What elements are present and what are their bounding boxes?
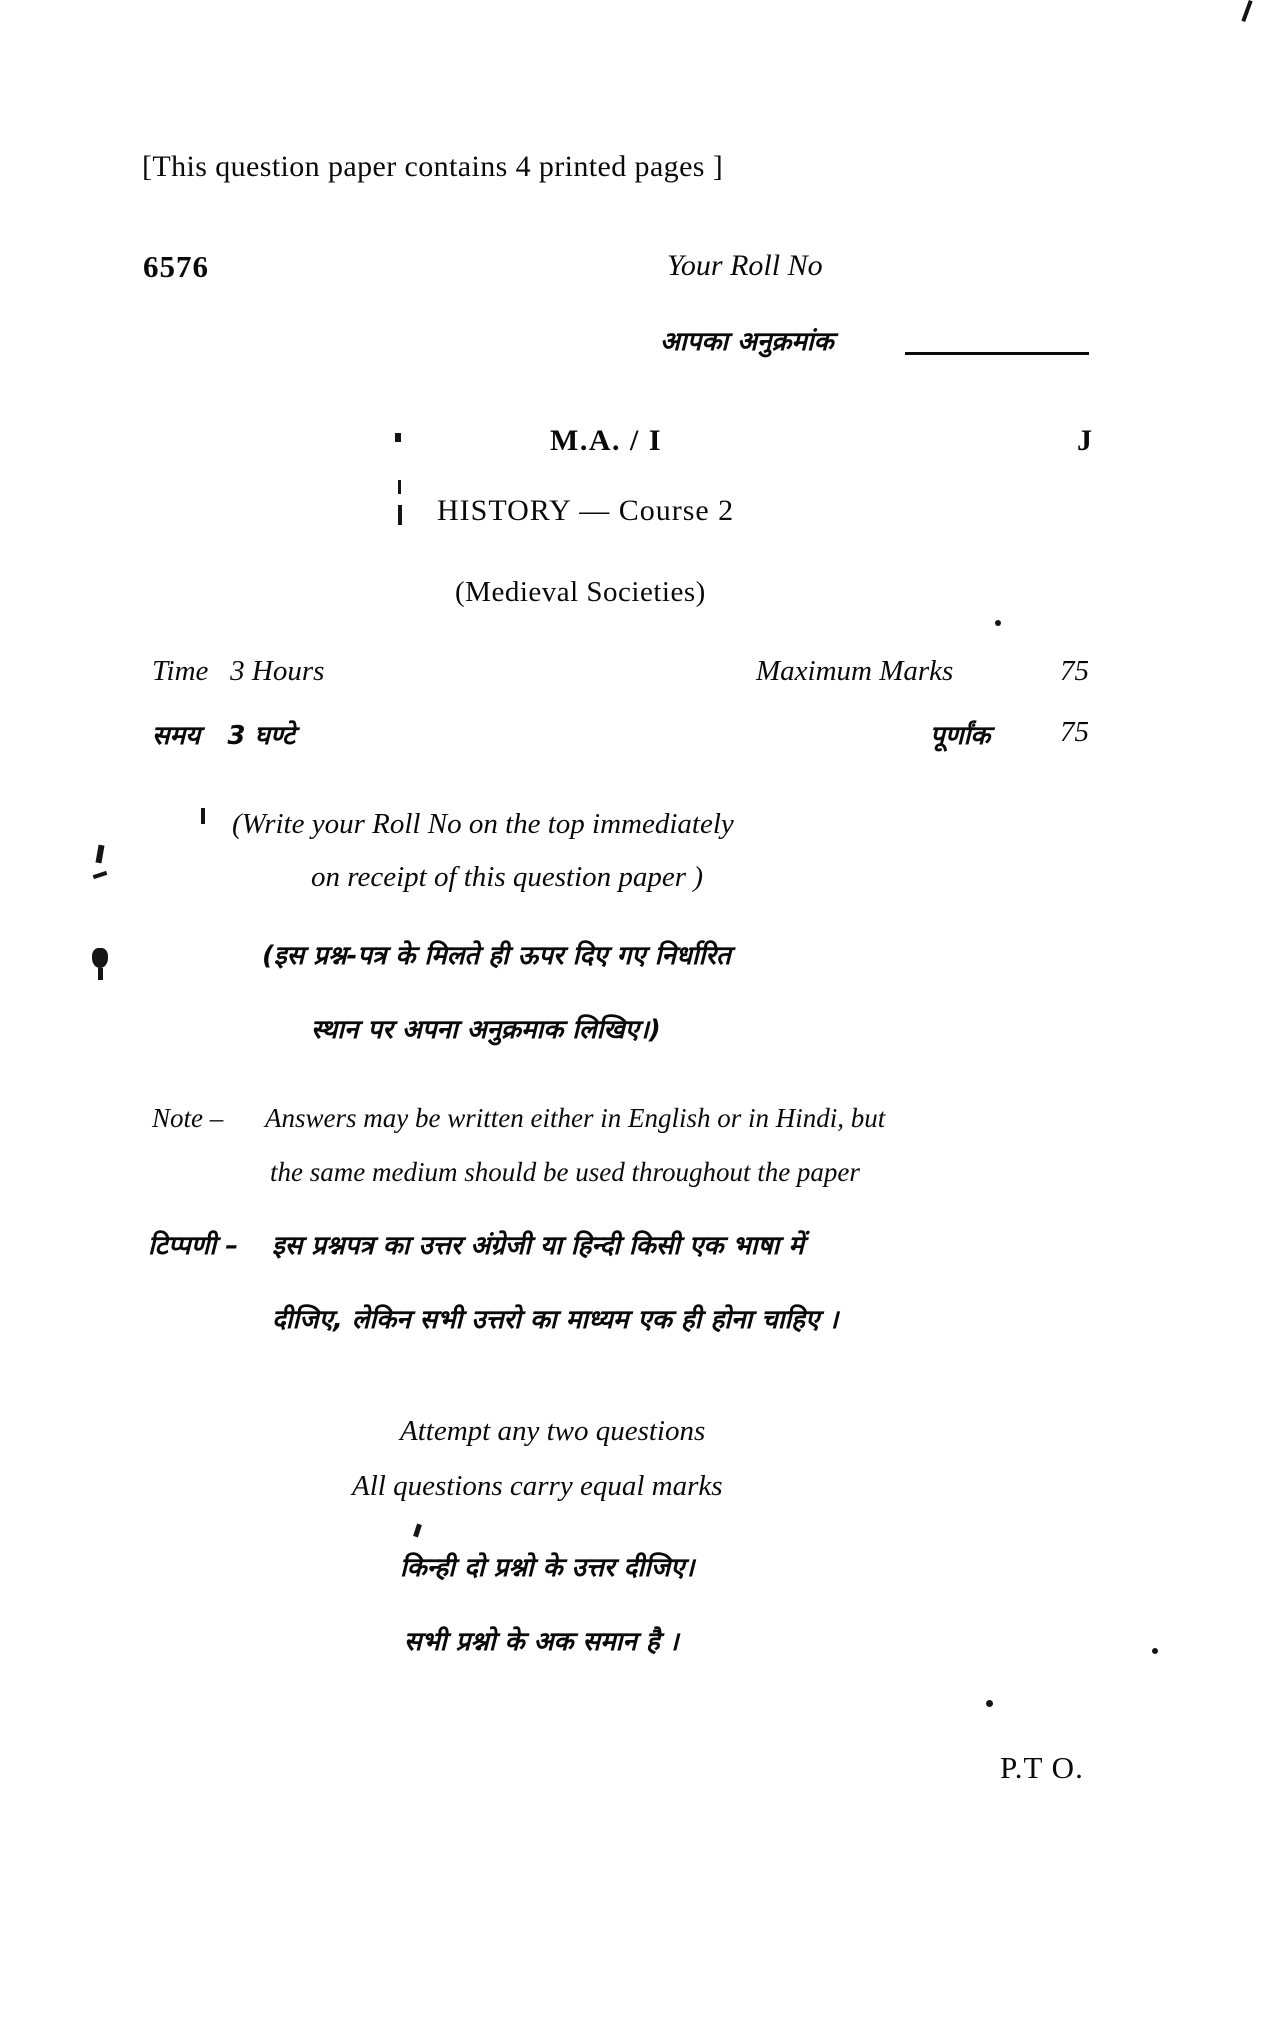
paper-code: 6576 bbox=[143, 249, 209, 284]
roll-instruction-hindi-line2: स्थान पर अपना अनुक्रमाक लिखिए।) bbox=[311, 1015, 661, 1045]
time-hindi bbox=[152, 716, 295, 752]
roll-instruction-english-line2: on receipt of this question paper ) bbox=[311, 861, 703, 893]
maximum-marks-label-hindi: पूर्णांक bbox=[930, 721, 991, 751]
scan-artifact-margin-scribble bbox=[98, 968, 103, 980]
note-english-line1: Answers may be written either in English or in Hindi, but bbox=[265, 1103, 886, 1133]
note-label-hindi: टिप्पणी – bbox=[148, 1231, 239, 1261]
scan-artifact-margin-mark bbox=[398, 505, 402, 525]
note-hindi-line1: इस प्रश्नपत्र का उत्तर अंग्रेजी या हिन्दी किसी एक भाषा में bbox=[272, 1231, 804, 1261]
note-hindi-line2: दीजिए, लेकिन सभी उत्तरो का माध्यम एक ही होना चाहिए । bbox=[272, 1305, 839, 1335]
page-turn-footer: P.T O. bbox=[1000, 1750, 1084, 1785]
roll-instruction-hindi-line1: (इस प्रश्न-पत्र के मिलते ही ऊपर दिए गए निर्धारित bbox=[262, 941, 731, 971]
printed-pages-note: [This question paper contains 4 printed pages ] bbox=[142, 150, 724, 183]
scan-artifact-speck bbox=[986, 1700, 993, 1707]
time-english bbox=[152, 655, 324, 688]
time-label-english: Time bbox=[152, 655, 209, 687]
scan-artifact-margin-scribble bbox=[92, 948, 108, 968]
roll-number-blank-line[interactable] bbox=[905, 352, 1089, 355]
course-subtitle: (Medieval Societies) bbox=[455, 576, 706, 608]
scan-artifact-margin-mark bbox=[395, 433, 401, 442]
course-name: HISTORY — Course 2 bbox=[437, 494, 735, 527]
roll-number-label-hindi: आपका अनुक्रमांक bbox=[660, 327, 834, 357]
maximum-marks-value-english: 75 bbox=[1060, 655, 1089, 687]
scan-artifact-margin-scribble bbox=[95, 845, 104, 864]
attempt-instruction-hindi-line1: किन्ही दो प्रश्नो के उत्तर दीजिए। bbox=[400, 1553, 695, 1583]
course-level: M.A. / I bbox=[550, 424, 662, 457]
scan-artifact-speck bbox=[995, 620, 1001, 626]
attempt-instruction-english-line2: All questions carry equal marks bbox=[352, 1470, 723, 1502]
maximum-marks-value-hindi: 75 bbox=[1060, 716, 1089, 748]
attempt-instruction-english-line1: Attempt any two questions bbox=[400, 1415, 706, 1447]
scan-artifact-margin-scribble bbox=[93, 871, 108, 879]
scan-artifact-speck bbox=[1152, 1648, 1158, 1654]
note-english-line2: the same medium should be used throughout the paper bbox=[270, 1157, 860, 1187]
time-label-hindi: समय bbox=[152, 721, 201, 751]
attempt-instruction-hindi-line2: सभी प्रश्नो के अक समान है । bbox=[404, 1627, 679, 1657]
scan-artifact-speck bbox=[413, 1524, 422, 1538]
note-label-english: Note – bbox=[152, 1103, 224, 1133]
time-value-hindi: 3 घण्टे bbox=[227, 721, 296, 751]
series-mark: J bbox=[1077, 424, 1092, 457]
scan-artifact-corner-tick bbox=[1241, 0, 1252, 22]
scan-artifact-margin-mark bbox=[398, 480, 401, 494]
roll-instruction-english-line1: (Write your Roll No on the top immediately bbox=[232, 808, 734, 840]
maximum-marks-label-english: Maximum Marks bbox=[756, 655, 954, 687]
scan-artifact-speck bbox=[201, 808, 205, 824]
time-value-english: 3 Hours bbox=[230, 655, 325, 687]
roll-number-label-english: Your Roll No bbox=[667, 249, 823, 282]
